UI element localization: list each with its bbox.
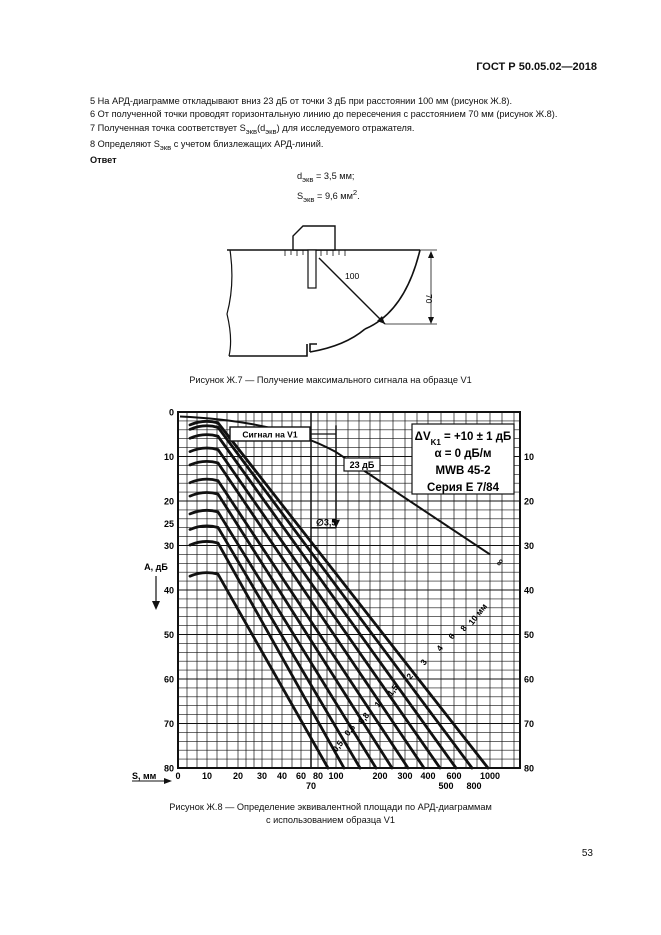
y-tick-label: 60	[163, 674, 174, 685]
x-axis-arrowhead	[164, 778, 172, 784]
x-extra-tick-label: 800	[466, 781, 482, 791]
y-tick-label: 70	[163, 719, 174, 729]
x-tick-label: 200	[372, 771, 388, 781]
x-tick-label: 600	[446, 771, 462, 781]
step-5: 5 На АРД-диаграмме откладывают вниз 23 дБ от точки 3 дБ при расстоянии 100 мм (рисунок Ж.8).	[90, 96, 513, 106]
formula-d-equivalent: $d_{экв} = 3,5$ мм;	[297, 171, 355, 184]
y-tick-label: 80	[163, 763, 174, 774]
right-tick-label: 30	[524, 541, 535, 551]
x-tick-label: 100	[328, 771, 344, 781]
x-extra-tick-label: 500	[438, 781, 454, 791]
x-tick-label: 400	[420, 771, 436, 781]
curve-value-label: 0,6	[342, 722, 358, 738]
info-line: α = 0 дБ/м	[434, 448, 492, 460]
infinity-label: ∞	[493, 556, 507, 569]
right-tick-label: 60	[524, 674, 535, 685]
y-tick-label: 20	[163, 496, 174, 507]
curve-value-label: 1,5	[385, 682, 401, 698]
signal-label: Сигнал на V1	[242, 429, 298, 440]
distance-100-label: 100	[345, 271, 360, 281]
d35-label: ∅3,5	[316, 517, 337, 528]
right-tick-label: 40	[524, 585, 535, 596]
info-line: Серия E 7/84	[427, 482, 499, 494]
answer-title: Ответ	[90, 155, 117, 166]
right-tick-label: 20	[524, 496, 535, 507]
y-tick-label: 30	[163, 541, 174, 551]
y-tick-label: 10	[163, 452, 174, 462]
figure-8-caption-line2: с использованием образца V1	[265, 815, 396, 825]
y-tick-label: 25	[163, 518, 174, 529]
curve-value-label: 10 мм	[466, 601, 490, 627]
steps-block	[90, 95, 557, 168]
x-tick-label: 20	[232, 771, 244, 781]
curve-value-label: 6	[446, 631, 458, 642]
x-axis-label: S, мм	[132, 771, 157, 781]
right-tick-label: 80	[524, 763, 535, 774]
curve-value-label: 4	[434, 643, 446, 654]
y-tick-label: 50	[163, 630, 174, 640]
curve-value-label: 8	[458, 623, 470, 634]
depth-70-label: 70	[424, 294, 434, 304]
step-7: 7 Полученная точка соответствует $S_{экв}(d_{экв})$ для исследуемого отражателя.	[90, 122, 415, 136]
curve-value-label: 2	[404, 671, 416, 682]
document-standard-header: ГОСТ Р 50.05.02—2018	[476, 61, 597, 73]
page-number: 53	[581, 848, 593, 859]
y-axis-arrowhead	[152, 601, 160, 610]
info-box	[412, 424, 514, 494]
right-tick-label: 70	[524, 719, 535, 729]
step-6: 6 От полученной точки проводят горизонтальную линию до пересечения с расстоянием 70 мм (рисунок Ж.8).	[90, 109, 558, 120]
x-tick-label: 10	[201, 771, 213, 781]
curve-value-label: 3	[418, 657, 430, 668]
info-line: $\Delta V_{K1} = +10 \pm 1$ дБ	[414, 431, 512, 447]
curve-value-label: 1	[372, 699, 384, 710]
info-line: MWB 45-2	[435, 465, 491, 477]
formula-s-equivalent: $S_{экв} = 9,6$ $мм^2$.	[297, 188, 360, 204]
x-tick-label: 0	[175, 771, 181, 781]
x-extra-tick-label: 70	[305, 781, 317, 791]
step-8: 8 Определяют $S_{экв}$ с учетом близлежащих АРД-линий.	[90, 139, 324, 152]
figure-7-sample-sketch	[215, 224, 445, 364]
right-tick-label: 50	[524, 630, 535, 640]
x-tick-label: 30	[256, 771, 268, 781]
x-tick-label: 60	[295, 771, 307, 781]
x-tick-label: 300	[397, 771, 413, 781]
x-tick-label: 1000	[479, 771, 501, 781]
y-tick-label: 40	[163, 585, 174, 596]
db-label: 23 дБ	[349, 460, 375, 470]
curve-value-label: 0,8	[356, 710, 372, 726]
figure-7-caption: Рисунок Ж.7 — Получение максимального сигнала на образце V1	[189, 375, 472, 385]
curve-value-label: 0,5	[330, 738, 346, 754]
x-tick-label: 40	[276, 771, 288, 781]
y-axis-label: A, дБ	[144, 562, 168, 572]
x-tick-label: 80	[312, 771, 324, 781]
right-tick-label: 10	[524, 452, 535, 462]
y-tick-label: 0	[168, 407, 174, 418]
figure-8-caption-line1: Рисунок Ж.8 — Определение эквивалентной площади по АРД-диаграммам	[169, 802, 492, 812]
figure-8-ard-diagram	[130, 402, 540, 792]
